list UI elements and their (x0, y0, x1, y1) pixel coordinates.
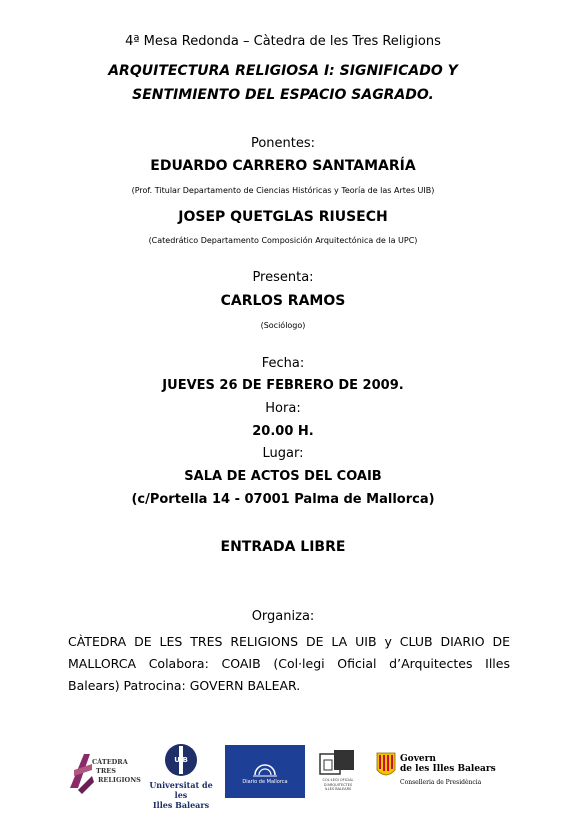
event-time: 20.00 H. (252, 424, 314, 439)
uib-mark-text: UIB (174, 756, 188, 764)
presenter-name: CARLOS RAMOS (220, 293, 346, 309)
sponsor-logos (0, 740, 566, 810)
coaib-text-2: D'ARQUITECTES (323, 782, 353, 787)
event-date: JUEVES 26 DE FEBRERO DE 2009. (162, 378, 404, 393)
presenter-label: Presenta: (252, 270, 314, 285)
govern-shield-icon (376, 752, 396, 780)
coaib-logo (316, 748, 360, 798)
speaker-1-role: (Prof. Titular Departamento de Ciencias Históricas y Teoría de las Artes UIB) (131, 186, 435, 195)
catedra-logo (66, 746, 141, 800)
uib-logo (143, 742, 219, 810)
coaib-text-1: COL·LEGI OFICIAL (322, 778, 354, 782)
govern-name-line-1: Govern (400, 754, 436, 764)
organizers-label: Organiza: (251, 609, 315, 624)
speaker-2-role: (Catedrático Departamento Composición Arquitectónica de la UPC) (148, 236, 418, 245)
presenter-role: (Sociólogo) (260, 321, 306, 330)
event-place: SALA DE ACTOS DEL COAIB (184, 469, 382, 484)
speakers-label: Ponentes: (250, 136, 316, 151)
uib-name-line-2: Illes Balears (152, 800, 210, 810)
event-subtitle: 4ª Mesa Redonda – Càtedra de les Tres Religions (125, 34, 441, 49)
event-title-line-1: ARQUITECTURA RELIGIOSA I: SIGNIFICADO Y (108, 63, 458, 79)
organizers-text: CÀTEDRA DE LES TRES RELIGIONS DE LA UIB y CLUB DIARIO DE MALLORCA Colabora: COAIB (Col·legi Oficial d’Arquitectes Illes Balears) Patrocina: GOVERN BALEAR. (68, 634, 510, 693)
diario-name: Diario de Mallorca (242, 779, 288, 785)
speaker-2-name: JOSEP QUETGLAS RIUSECH (178, 209, 388, 225)
event-address: (c/Portella 14 - 07001 Palma de Mallorca) (131, 492, 435, 507)
catedra-text-2: TRES (96, 767, 116, 775)
event-title-line-2: SENTIMIENTO DEL ESPACIO SAGRADO. (132, 87, 434, 103)
govern-logo (376, 752, 496, 796)
govern-department: Conselleria de Presidència (400, 779, 482, 786)
entry-notice: ENTRADA LIBRE (220, 539, 346, 555)
speaker-1-name: EDUARDO CARRERO SANTAMARÍA (150, 158, 416, 174)
coaib-building-icon (316, 748, 360, 778)
govern-name-line-2: de les Illes Balears (400, 764, 496, 774)
catedra-text-3: RELIGIONS (98, 776, 141, 784)
coaib-text-3: ILLES BALEARS (324, 787, 352, 791)
date-label: Fecha: (261, 356, 305, 371)
uib-name-line-1: Universitat de les (149, 780, 213, 800)
time-label: Hora: (265, 401, 301, 416)
place-label: Lugar: (262, 446, 304, 461)
catedra-text-1: CÀTEDRA (92, 758, 128, 766)
diario-logo (225, 745, 305, 798)
